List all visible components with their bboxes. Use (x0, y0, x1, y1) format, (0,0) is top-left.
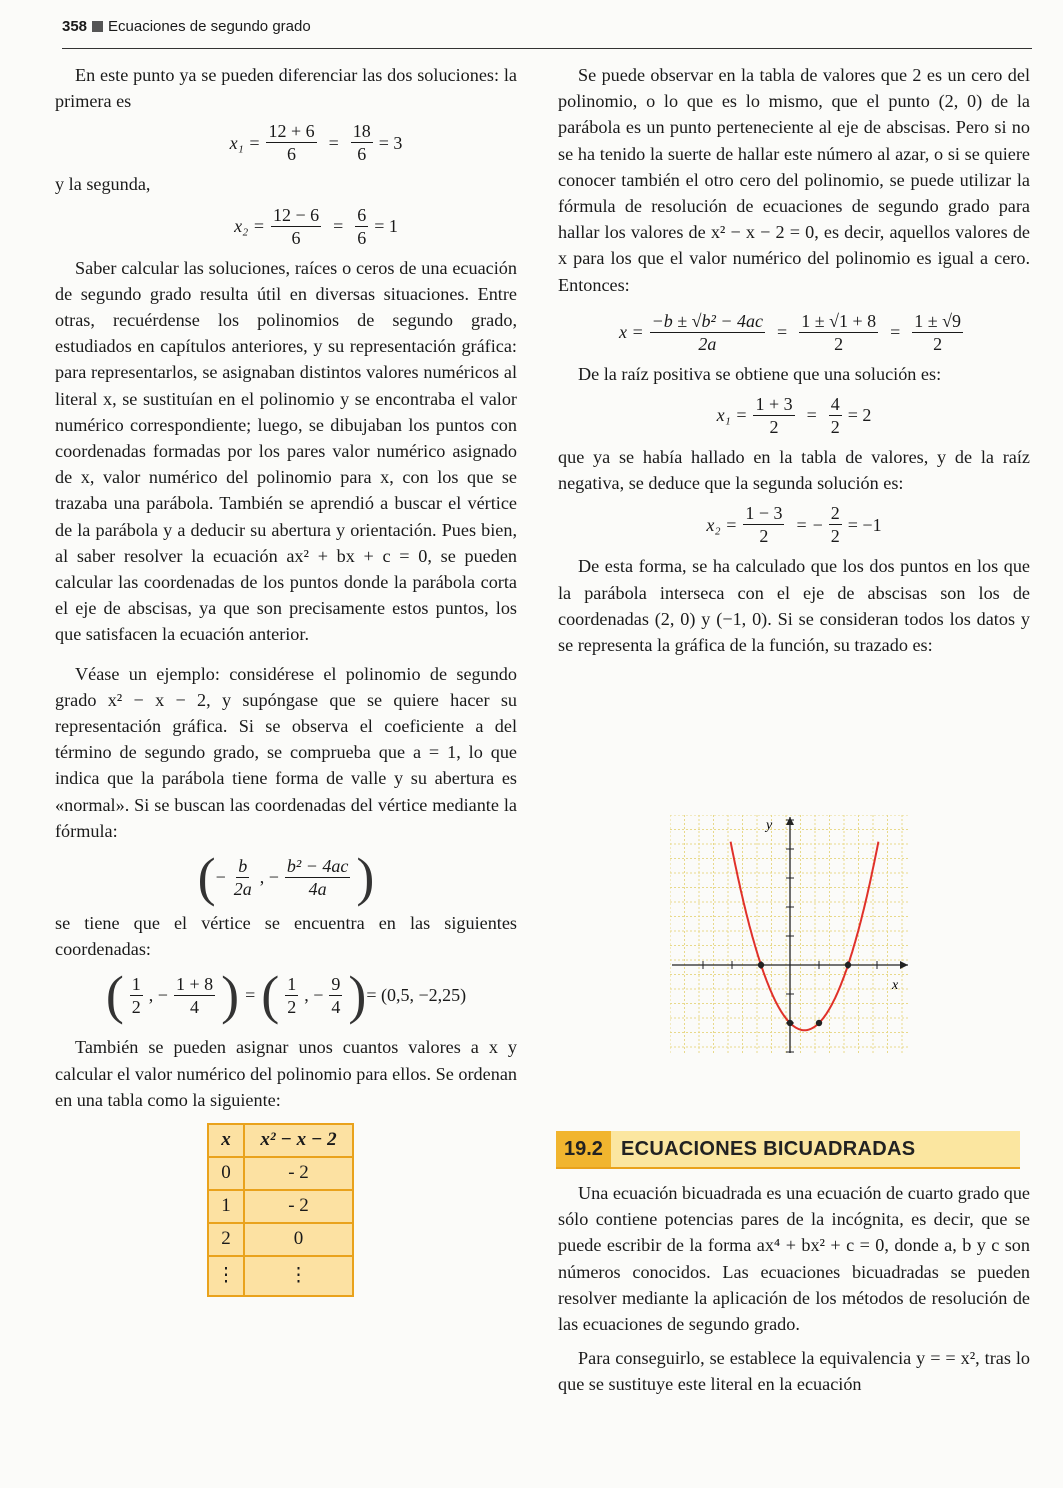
equation-vertex-value: ( $\frac{1}{2}$ , − $\frac{1 + 8}{4}$ ) = ( $\frac{1}{2}$ , − $\frac{9}{4}$ ) = (0,5, −2,25) (105, 965, 467, 1026)
paragraph: Se puede observar en la tabla de valores que 2 es un cero del polinomio, o lo que es lo mismo, que el punto (2, 0) de la parábola es un punto perteneciente al eje de abscisas. Pero si no se ha tenido la suerte de hallar este número al azar, o si se quiere conocer también el otro cero del polinomio, se puede utilizar la fórmula de resolución de ecuaciones de segundo grado para hallar los valores de x² − x − 2 = 0, es decir, aquellos valores de x para los que el valor numérico del polinomio es igual a cero. Entonces: (558, 65, 1030, 295)
table-cell: - 2 (244, 1157, 353, 1190)
equation-x1: x₁ = $\frac{12 + 6}{6}$ = $\frac{18}{6}$ = 3 (229, 121, 403, 165)
eq-num: 9 (331, 973, 341, 994)
table-row (208, 1256, 353, 1296)
equation-vertex-formula: ( − $\frac{b}{2a}$ , − $\frac{\text{b² − 4ac}}{4a}$ ) (197, 847, 375, 908)
y-axis-label: y (766, 818, 773, 833)
table-header-row (208, 1124, 353, 1157)
table-header: x² − x − 2 (244, 1124, 353, 1157)
table-header: x (208, 1124, 244, 1157)
parabola-graph (670, 815, 910, 1055)
eq-num: 1 (287, 973, 297, 994)
eq-lhs: x = (618, 322, 644, 343)
eq-num: 1 + 8 (175, 973, 214, 994)
paragraph: Véase un ejemplo: considérese el polinomio de segundo grado x² − x − 2, y supóngase que se quiere hacer su representación gráfica. Si se observa el coeficiente a del término de segundo grado, se comprueba que a = 1, lo que indica que la parábola tiene forma de valle y su abertura es «normal». Si se buscan las coordenadas del vértice mediante la fórmula: (55, 663, 517, 841)
eq-den: 4 (331, 996, 341, 1017)
right-column-section (558, 1180, 1030, 1398)
section-number: 19.2 (556, 1131, 611, 1167)
eq-den: 6 (357, 144, 367, 165)
eq-den: 4a (308, 878, 327, 899)
chapter-title: Ecuaciones de segundo grado (108, 18, 311, 35)
table-row (208, 1223, 353, 1256)
paragraph: En este punto ya se pueden diferenciar las dos soluciones: la primera es (55, 65, 517, 112)
paragraph: Saber calcular las soluciones, raíces o ceros de una ecuación de segundo grado resulta útil en diversas situaciones. Entre otras, recuérdense los polinomios de segundo grado, estudiados en capítulos anteriores, y su representación gráfica: para representarlos, se asignaban distintos valores numéricos al literal x, se sustituían en el polinomio y se encontraba el valor numérico correspondiente; luego, se dibujaban los puntos con coordenadas formadas por los pares valor numérico asignado de x, valor numérico del polinomio para x, con los que se trazaba una parábola. También se aprendió a buscar el vértice de la parábola y a deducir su abertura y orientación. Pues bien, al saber resolver la ecuación ax² + bx + c = 0, se pueden calcular las coordenadas de los puntos donde la parábola corta el eje de abscisas, ya que son precisamente estos puntos, los que satisfacen la ecuación anterior. (55, 257, 517, 645)
paragraph: Para conseguirlo, se establece la equivalencia y = = x², tras lo que se sustituye este literal en la ecuación (558, 1348, 1030, 1395)
eq-result: = −1 (847, 514, 882, 535)
eq-den: 6 (287, 144, 297, 165)
x-axis-label: x (892, 978, 899, 993)
eq-den: 2 (131, 996, 141, 1017)
equation-solution-1: x₁ = $\frac{1 + 3}{2}$ = $\frac{4}{2}$ = 2 (716, 394, 872, 438)
eq-den: 2 (834, 333, 844, 354)
eq-lhs: x₁ = (716, 405, 748, 426)
eq-den: 2 (769, 417, 779, 438)
parabola-curve (731, 842, 879, 1031)
eq-num: 12 − 6 (272, 204, 320, 225)
eq-num: 4 (830, 394, 840, 415)
eq-lhs: x₂ = (706, 514, 738, 535)
eq-lhs: x₁ = (229, 132, 261, 153)
eq-num: 12 + 6 (268, 121, 315, 142)
eq-num: 2 (830, 503, 840, 524)
eq-den: 2 (933, 333, 943, 354)
eq-den: 2 (830, 526, 840, 547)
table-cell: ⋮ (244, 1256, 353, 1296)
table-cell: 1 (208, 1190, 244, 1223)
table-row (208, 1190, 353, 1223)
eq-result: = 2 (847, 405, 872, 426)
eq-num: 1 ± √9 (914, 310, 962, 331)
y-axis-arrow-icon (786, 817, 794, 825)
table-cell: ⋮ (208, 1256, 244, 1296)
table-cell: 0 (208, 1157, 244, 1190)
eq-num: b² − 4ac (286, 855, 349, 876)
table-cell: 2 (208, 1223, 244, 1256)
eq-num: 1 ± √1 + 8 (801, 310, 877, 331)
eq-num: 1 (131, 973, 141, 994)
paragraph: Una ecuación bicuadrada es una ecuación de cuarto grado que sólo contiene potencias pares de la incógnita, es decir, que se puede escribir de la forma ax⁴ + bx² + c = 0, donde a, b y c son números conocidos. Las ecuaciones bicuadradas se pueden resolver mediante la aplicación de los métodos de resolución de las ecuaciones de segundo grado. (558, 1183, 1030, 1335)
eq-num: b (238, 855, 248, 876)
eq-result: = 1 (374, 216, 398, 236)
left-column (55, 62, 517, 1297)
paragraph: De la raíz positiva se obtiene que una solución es: (578, 363, 942, 384)
paragraph: que ya se había hallado en la tabla de valores, y de la raíz negativa, se deduce que la segunda solución es: (558, 447, 1030, 494)
equation-quadratic-formula: x = $\frac{\text{−b ± √b² − 4ac}}{2a}$ = $\frac{1 \pm √1 + 8}{2}$ = $\frac{1 \pm √9}{2}$ (618, 310, 962, 354)
table-cell: 0 (244, 1223, 353, 1256)
eq-num: 18 (352, 121, 371, 142)
eq-result: = (0,5, −2,25) (366, 985, 467, 1006)
eq-den: 2 (287, 996, 297, 1017)
section-title: ECUACIONES BICUADRADAS (620, 1137, 916, 1160)
paragraph: y la segunda, (55, 174, 151, 195)
eq-num: −b ± √b² − 4ac (651, 310, 764, 331)
eq-den: 2a (233, 878, 252, 899)
paragraph: se tiene que el vértice se encuentra en las siguientes coordenadas: (55, 913, 517, 960)
equation-x2: x₂ = $\frac{12 - 6}{6}$ = $\frac{6}{6}$ = 1 (234, 204, 398, 248)
graph-point (787, 1020, 793, 1026)
right-column (558, 62, 1030, 658)
eq-num: 6 (357, 204, 367, 225)
page-header (62, 18, 1032, 49)
eq-den: 6 (291, 227, 301, 248)
graph-point (845, 962, 851, 968)
header-square-icon (92, 21, 103, 32)
eq-den: 6 (357, 227, 367, 248)
equation-solution-2: x₂ = $\frac{1 - 3}{2}$ = − $\frac{2}{2}$ = −1 (706, 503, 882, 547)
eq-den: 2a (698, 333, 717, 354)
page-number: 358 (62, 18, 88, 35)
table-row (208, 1157, 353, 1190)
eq-result: = 3 (378, 132, 403, 153)
section-heading (556, 1131, 1020, 1169)
eq-den: 4 (190, 996, 200, 1017)
paragraph: De esta forma, se ha calculado que los dos puntos en los que la parábola interseca con el eje de abscisas son los de coordenadas (2, 0) y (−1, 0). Si se consideran todos los datos y se representa la gráfica de la función, su trazado es: (558, 556, 1030, 656)
graph-point (758, 962, 764, 968)
eq-den: 2 (830, 417, 840, 438)
graph-point (816, 1020, 822, 1026)
paragraph: También se pueden asignar unos cuantos valores a x y calcular el valor numérico del polinomio para ellos. Se ordenan en una tabla como la siguiente: (55, 1037, 517, 1110)
table-cell: - 2 (244, 1190, 353, 1223)
eq-num: 1 + 3 (755, 394, 793, 415)
eq-num: 1 − 3 (745, 503, 783, 524)
values-table (207, 1123, 354, 1297)
x-axis-arrow-icon (900, 961, 908, 969)
eq-den: 2 (759, 526, 769, 547)
eq-lhs: x₂ = (234, 216, 265, 236)
